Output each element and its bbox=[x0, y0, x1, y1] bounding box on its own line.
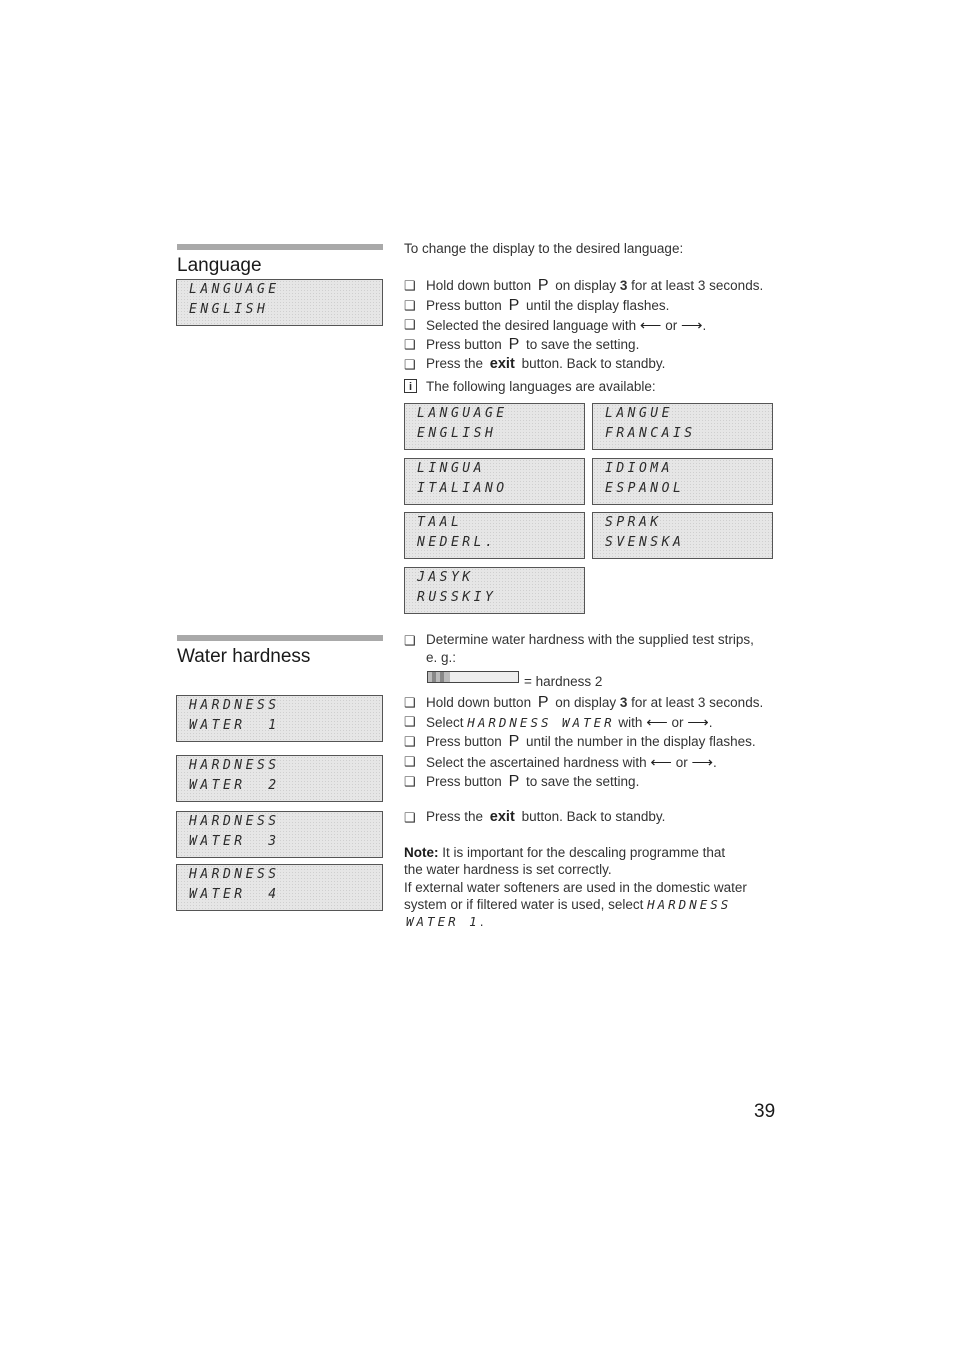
water-step-4: Select the ascertained hardness with ⟵ or ⟶. bbox=[426, 754, 717, 771]
exit-button-icon: exit bbox=[489, 809, 515, 825]
water-step-6: Press the exit button. Back to standby. bbox=[426, 809, 666, 825]
section-bar-water bbox=[177, 635, 383, 641]
bullet-icon: ❑ bbox=[404, 337, 416, 352]
language-intro: To change the display to the desired language: bbox=[404, 241, 684, 256]
language-step-1: Hold down button P on display 3 for at least 3 seconds. bbox=[426, 277, 764, 294]
arrow-left-icon: ⟵ bbox=[639, 317, 662, 334]
lcd-option-francais: LANGUE FRANCAIS bbox=[592, 403, 773, 450]
p-button-icon: P bbox=[508, 733, 520, 750]
p-button-icon: P bbox=[508, 773, 520, 790]
arrow-right-icon: ⟶ bbox=[687, 714, 709, 731]
lcd-option-russkiy: JASYK RUSSKIY bbox=[404, 567, 585, 614]
arrow-left-icon: ⟵ bbox=[646, 714, 668, 731]
exit-button-icon: exit bbox=[489, 356, 515, 372]
lcd-hardness-1: HARDNESS WATER 1 bbox=[176, 695, 383, 742]
segment-text: HARDNESS WATER bbox=[467, 715, 615, 730]
bullet-icon: ❑ bbox=[404, 774, 416, 789]
arrow-right-icon: ⟶ bbox=[680, 317, 703, 334]
section-heading-water: Water hardness bbox=[177, 646, 311, 667]
bullet-icon: ❑ bbox=[404, 810, 416, 825]
language-step-5: Press the exit button. Back to standby. bbox=[426, 356, 666, 372]
segment-text: WATER 1 bbox=[406, 914, 480, 929]
p-button-icon: P bbox=[508, 336, 520, 353]
bullet-icon: ❑ bbox=[404, 357, 416, 372]
lcd-hardness-2: HARDNESS WATER 2 bbox=[176, 755, 383, 802]
language-step-4: Press button P to save the setting. bbox=[426, 336, 640, 353]
water-step-eg: e. g.: bbox=[426, 650, 457, 665]
language-step-3: Selected the desired language with ⟵ or ⟶. bbox=[426, 317, 707, 334]
water-step-3: Press button P until the number in the display flashes. bbox=[426, 733, 756, 750]
lcd-option-nederl: TAAL NEDERL. bbox=[404, 512, 585, 559]
bullet-icon: ❑ bbox=[404, 317, 416, 332]
note-line-1: Note: It is important for the descaling programme that bbox=[404, 845, 726, 860]
page-number: 39 bbox=[754, 1101, 776, 1122]
lcd-hardness-3: HARDNESS WATER 3 bbox=[176, 811, 383, 858]
test-strip-icon bbox=[427, 671, 519, 683]
info-icon: i bbox=[404, 379, 417, 393]
note-line-4: system or if filtered water is used, select HARDNESS bbox=[404, 897, 732, 912]
bullet-icon: ❑ bbox=[404, 754, 416, 769]
bullet-icon: ❑ bbox=[404, 695, 416, 710]
lcd-line-1: LANGUAGE bbox=[189, 282, 280, 297]
bullet-icon: ❑ bbox=[404, 298, 416, 313]
section-heading-language: Language bbox=[177, 255, 262, 276]
lcd-option-italiano: LINGUA ITALIANO bbox=[404, 458, 585, 505]
bullet-icon: ❑ bbox=[404, 278, 416, 293]
strip-label: = hardness 2 bbox=[524, 674, 603, 689]
lcd-display-language bbox=[176, 279, 383, 326]
note-label: Note: bbox=[404, 845, 439, 860]
note-line-5: WATER 1. bbox=[406, 914, 484, 929]
note-line-3: If external water softeners are used in the domestic water bbox=[404, 880, 747, 895]
water-step-determine: Determine water hardness with the supplied test strips, bbox=[426, 632, 754, 647]
p-button-icon: P bbox=[537, 694, 549, 711]
p-button-icon: P bbox=[508, 297, 520, 314]
lcd-option-english: LANGUAGE ENGLISH bbox=[404, 403, 585, 450]
bullet-icon: ❑ bbox=[404, 734, 416, 749]
water-step-2: Select HARDNESS WATER with ⟵ or ⟶. bbox=[426, 714, 713, 731]
arrow-left-icon: ⟵ bbox=[650, 754, 672, 771]
water-step-1: Hold down button P on display 3 for at least 3 seconds. bbox=[426, 694, 764, 711]
bullet-icon: ❑ bbox=[404, 714, 416, 729]
section-bar-language bbox=[177, 244, 383, 250]
language-info-text: The following languages are available: bbox=[426, 379, 656, 394]
arrow-right-icon: ⟶ bbox=[691, 754, 713, 771]
lcd-hardness-4: HARDNESS WATER 4 bbox=[176, 864, 383, 911]
lcd-option-svenska: SPRAK SVENSKA bbox=[592, 512, 773, 559]
lcd-option-espanol: IDIOMA ESPANOL bbox=[592, 458, 773, 505]
p-button-icon: P bbox=[537, 277, 549, 294]
language-step-2: Press button P until the display flashes. bbox=[426, 297, 670, 314]
segment-text: HARDNESS bbox=[647, 897, 732, 912]
bullet-icon: ❑ bbox=[404, 633, 416, 648]
lcd-line-2: ENGLISH bbox=[189, 302, 269, 317]
water-step-5: Press button P to save the setting. bbox=[426, 773, 640, 790]
note-line-2: the water hardness is set correctly. bbox=[404, 862, 612, 877]
